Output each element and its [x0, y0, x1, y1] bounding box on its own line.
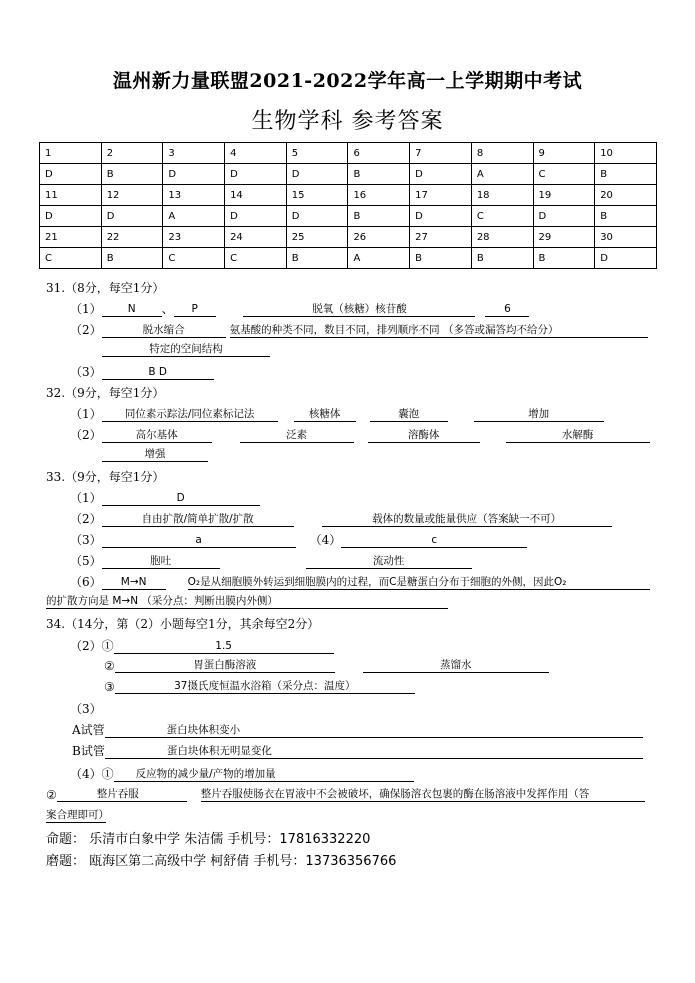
- answer-table-cell: A: [471, 164, 533, 185]
- answer-table-cell: 15: [286, 185, 348, 206]
- answer-table-cell: 4: [225, 143, 287, 164]
- answer-table-cell: C: [163, 248, 225, 269]
- q31-line2b: 特定的空间结构: [102, 342, 270, 357]
- q33-line6b: 的扩散方向是 M→N （采分点：判断出膜内外侧）: [46, 594, 448, 609]
- q33-line6: （6） M→N O₂是从细胞膜外转运到细胞膜内的过程，而C是糖蛋白分布于细胞的外侧，因此O₂: [70, 573, 650, 590]
- answer-table-cell: 6: [348, 143, 410, 164]
- answer-table-cell: D: [410, 206, 472, 227]
- q33-line3: （3） a （4） c: [70, 531, 527, 548]
- q34-line4: （4）① 反应物的减少量/产物的增加量: [70, 765, 414, 782]
- answer-table-cell: A: [163, 206, 225, 227]
- answer-table-cell: 26: [348, 227, 410, 248]
- q34-tube-b: B试管 蛋白块体积无明显变化: [72, 742, 643, 759]
- answer-table-cell: 24: [225, 227, 287, 248]
- answer-table-cell: 1: [40, 143, 102, 164]
- answer-table-cell: B: [101, 248, 163, 269]
- answer-table-row: [40, 206, 657, 227]
- answer-table-cell: D: [40, 164, 102, 185]
- answer-table-cell: D: [286, 164, 348, 185]
- answer-table-cell: 27: [410, 227, 472, 248]
- q32-line2: （2） 高尔基体 泛素 溶酶体 水解酶: [70, 426, 650, 443]
- footer-setter: 命题： 乐清市白象中学 朱洁儒 手机号：17816332220: [46, 832, 371, 847]
- answer-table-cell: C: [225, 248, 287, 269]
- answer-table-cell: B: [595, 206, 657, 227]
- q31-line3: （3） B D: [70, 363, 214, 380]
- answer-table-cell: D: [595, 248, 657, 269]
- answer-table-cell: 29: [533, 227, 595, 248]
- answer-table-cell: 20: [595, 185, 657, 206]
- answer-table-cell: B: [471, 248, 533, 269]
- answer-table-cell: D: [101, 206, 163, 227]
- answer-table-cell: 13: [163, 185, 225, 206]
- answer-table-cell: D: [533, 206, 595, 227]
- answer-table-cell: D: [40, 206, 102, 227]
- answer-table-cell: B: [348, 206, 410, 227]
- answer-table-cell: A: [348, 248, 410, 269]
- answer-table: [39, 142, 657, 269]
- q34-line5: ② 整片吞服 整片吞服使肠衣在胃液中不会被破坏，确保肠溶衣包裹的酶在肠溶液中发挥作用（答: [46, 787, 645, 802]
- answer-table-cell: B: [410, 248, 472, 269]
- answer-table-cell: 2: [101, 143, 163, 164]
- answer-table-cell: B: [595, 164, 657, 185]
- answer-table-cell: B: [533, 248, 595, 269]
- q32-line1: （1） 同位素示踪法/同位素标记法 核糖体 囊泡 增加: [70, 405, 604, 422]
- q33-line2: （2） 自由扩散/简单扩散/扩散 载体的数量或能量供应（答案缺一不可）: [70, 510, 612, 527]
- answer-table-row: [40, 248, 657, 269]
- q34-line5b: 案合理即可）: [46, 809, 109, 821]
- answer-table-row: [40, 185, 657, 206]
- answer-table-cell: C: [40, 248, 102, 269]
- answer-table-cell: 12: [101, 185, 163, 206]
- answer-table-cell: 19: [533, 185, 595, 206]
- q31-header: 31.（8分，每空1分）: [46, 281, 165, 295]
- q34-line2-2: ② 胃蛋白酶溶液 蒸馏水: [104, 658, 549, 673]
- answer-table-cell: 22: [101, 227, 163, 248]
- q33-header: 33.（9分，每空1分）: [46, 470, 165, 484]
- answer-table-cell: 30: [595, 227, 657, 248]
- answer-table-cell: 3: [163, 143, 225, 164]
- answer-table-cell: 18: [471, 185, 533, 206]
- answer-table-cell: 8: [471, 143, 533, 164]
- answer-table-cell: B: [348, 164, 410, 185]
- answer-table-cell: 23: [163, 227, 225, 248]
- answer-table-cell: D: [225, 164, 287, 185]
- answer-table-cell: 16: [348, 185, 410, 206]
- page-title: 温州新力量联盟2021-2022学年高一上学期期中考试: [112, 70, 583, 92]
- answer-table-cell: 9: [533, 143, 595, 164]
- answer-table-cell: 28: [471, 227, 533, 248]
- answer-table-cell: 5: [286, 143, 348, 164]
- answer-table-cell: 17: [410, 185, 472, 206]
- answer-table-cell: 7: [410, 143, 472, 164]
- answer-table-row: [40, 227, 657, 248]
- answer-table-cell: B: [286, 248, 348, 269]
- answer-table-cell: D: [163, 164, 225, 185]
- page-subtitle: 生物学科 参考答案: [251, 109, 444, 134]
- q32-header: 32.（9分，每空1分）: [46, 386, 165, 400]
- q31-line2: （2） 脱水缩合 氨基酸的种类不同，数目不同，排列顺序不同 （多答或漏答均不给分）: [70, 321, 648, 338]
- footer-reviewer: 磨题： 瓯海区第二高级中学 柯舒倩 手机号：13736356766: [46, 854, 397, 869]
- answer-table-cell: C: [471, 206, 533, 227]
- answer-table-row: [40, 164, 657, 185]
- q32-line2b: 增强: [102, 447, 208, 462]
- answer-table-cell: 14: [225, 185, 287, 206]
- answer-table-cell: 25: [286, 227, 348, 248]
- q34-line2-1: （2）① 1.5: [70, 637, 334, 654]
- answer-table-cell: D: [286, 206, 348, 227]
- q31-line1: （1） N 、 P 脱氧（核糖）核苷酸 6: [70, 300, 529, 317]
- answer-table-cell: C: [533, 164, 595, 185]
- answer-table-cell: B: [101, 164, 163, 185]
- answer-table-cell: 21: [40, 227, 102, 248]
- q34-line3: （3）: [70, 702, 102, 716]
- answer-table-row: [40, 143, 657, 164]
- q34-line2-3: ③ 37摄氏度恒温水浴箱（采分点：温度）: [104, 679, 415, 694]
- q33-line1: （1） D: [70, 489, 260, 506]
- answer-table-cell: 10: [595, 143, 657, 164]
- q33-line5: （5） 胞吐 流动性: [70, 552, 472, 569]
- answer-table-cell: 11: [40, 185, 102, 206]
- q34-tube-a: A试管 蛋白块体积变小: [72, 721, 643, 738]
- answer-table-cell: D: [225, 206, 287, 227]
- answer-table-cell: D: [410, 164, 472, 185]
- q34-header: 34.（14分，第（2）小题每空1分，其余每空2分）: [46, 617, 320, 631]
